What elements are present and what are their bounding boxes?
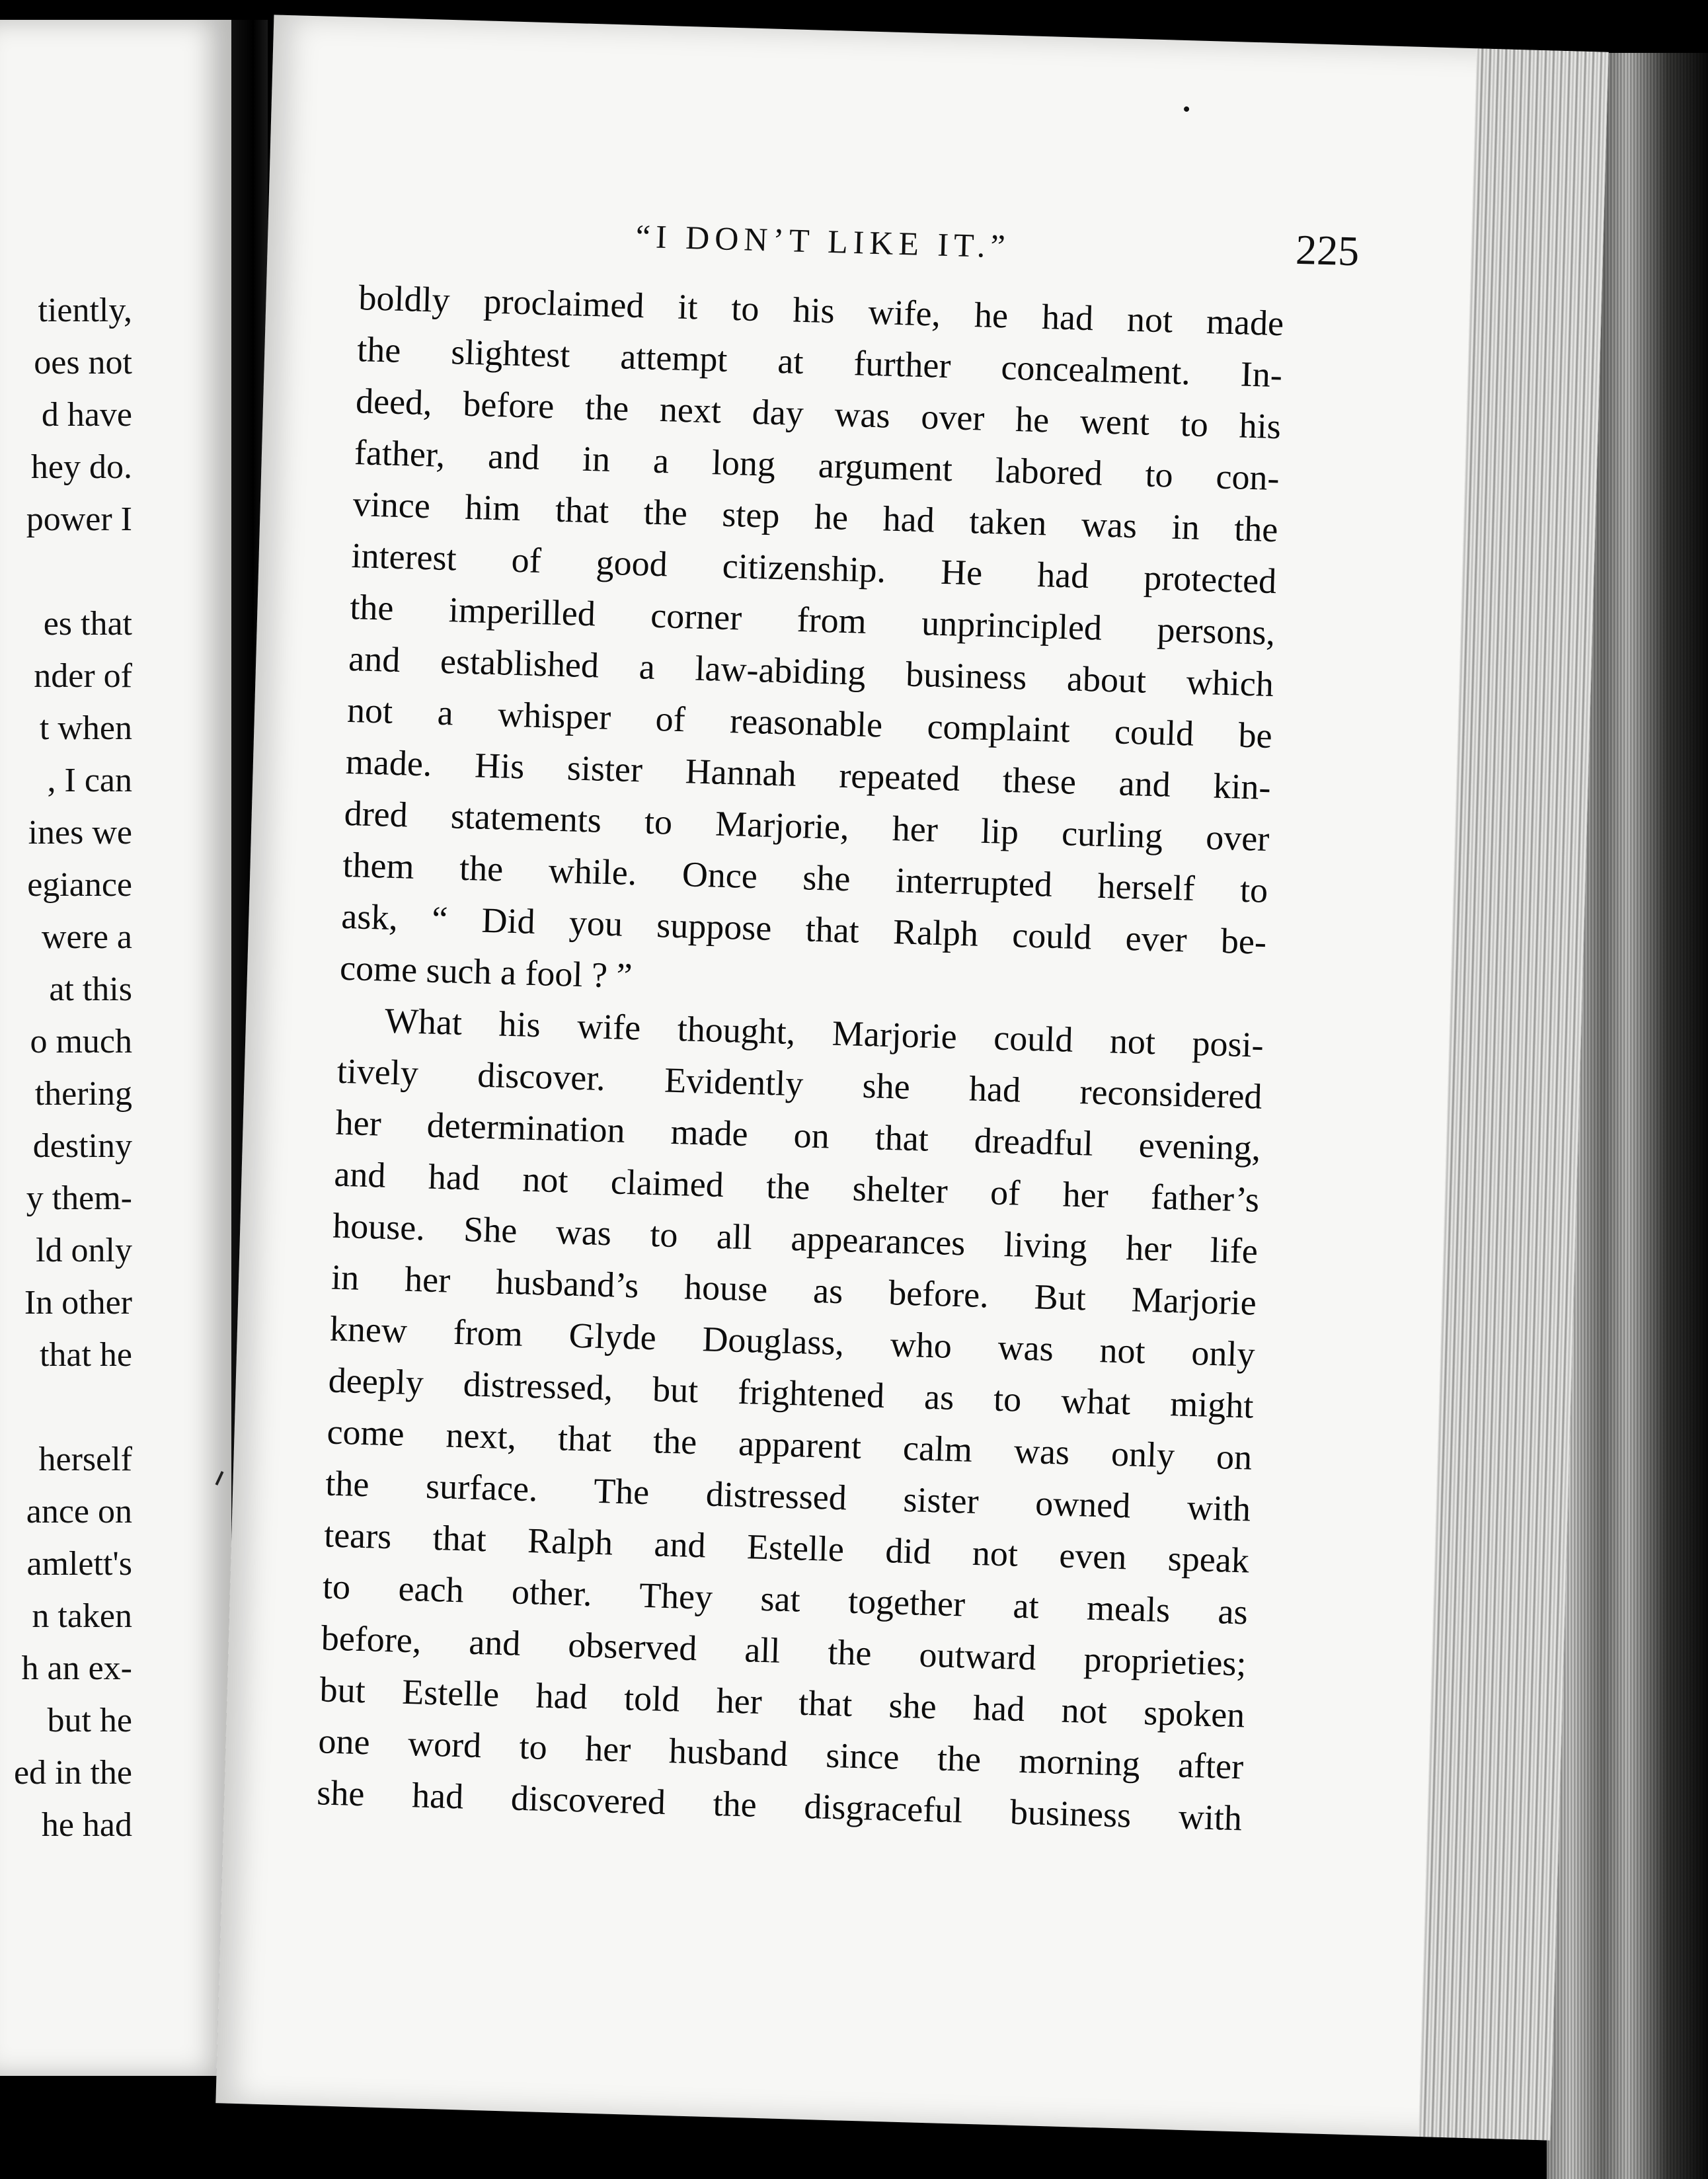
previous-page-line: ance on <box>26 1493 132 1530</box>
text-line: her determination made on that dreadful evening, <box>334 1102 1262 1168</box>
text-line: deeply distressed, but frightened as to what might <box>328 1360 1255 1426</box>
text-line: come such a fool ? ” <box>339 947 633 996</box>
previous-page-line: but he <box>47 1702 132 1739</box>
text-line: before, and observed all the outward proprieties; <box>321 1618 1247 1684</box>
previous-page-line: t when <box>39 709 132 747</box>
text-line: not a whisper of reasonable complaint could be <box>346 690 1273 756</box>
text-line: father, and in a long argument labored to con- <box>354 432 1280 498</box>
previous-page-line: hey do. <box>30 448 132 486</box>
ink-speck <box>1184 106 1189 112</box>
page-number: 225 <box>1295 225 1360 275</box>
text-line: house. She was to all appearances living her life <box>332 1205 1259 1271</box>
previous-page-line: at this <box>49 971 132 1008</box>
previous-page-line: amlett's <box>26 1545 132 1583</box>
previous-page-line: tiently, <box>38 292 132 329</box>
previous-page-line: power I <box>26 500 132 538</box>
text-line: vince him that the step he had taken was in the <box>352 484 1279 550</box>
text-line: the slightest attempt at further concealment. In- <box>356 329 1283 395</box>
previous-page-line: herself <box>38 1441 132 1478</box>
text-line: but Estelle had told her that she had not spoken <box>319 1669 1246 1735</box>
previous-page-line: were a <box>41 918 132 956</box>
text-line: dred statements to Marjorie, her lip curling over <box>344 793 1270 859</box>
previous-page-line: In other <box>24 1284 132 1322</box>
previous-page-line: thering <box>34 1075 132 1113</box>
text-line: to each other. They sat together at meals as <box>322 1566 1249 1632</box>
previous-page-line: y them- <box>26 1179 132 1217</box>
previous-page-line: ed in the <box>13 1754 132 1792</box>
text-line: the surface. The distressed sister owned with <box>325 1463 1251 1529</box>
text-line: the imperilled corner from unprincipled persons, <box>349 586 1276 653</box>
text-line: she had discovered the disgraceful business with <box>316 1772 1243 1839</box>
previous-page-line: destiny <box>32 1127 132 1165</box>
text-line: and had not claimed the shelter of her father’s <box>333 1154 1260 1220</box>
previous-page-line: oes not <box>34 344 132 381</box>
running-head: “I DON’T LIKE IT.” <box>635 217 1011 265</box>
text-line: made. His sister Hannah repeated these and kin- <box>345 741 1272 807</box>
previous-page-line: he had <box>41 1806 132 1844</box>
text-line: tively discover. Evidently she had reconsidered <box>336 1050 1263 1117</box>
text-line: knew from Glyde Douglass, who was not only <box>329 1308 1256 1374</box>
previous-page-line: es that <box>43 605 132 643</box>
previous-page-line: ld only <box>36 1232 132 1269</box>
paragraph-2 <box>316 994 1264 1844</box>
previous-page-line: nder of <box>34 657 132 695</box>
text-line: come next, that the apparent calm was only on <box>326 1411 1253 1478</box>
previous-page-line: that he <box>39 1336 132 1374</box>
text-line: deed, before the next day was over he went to his <box>355 381 1282 447</box>
previous-page-line: ines we <box>28 814 132 852</box>
page-body <box>316 272 1284 1844</box>
paragraph-1 <box>339 272 1284 1019</box>
current-page <box>215 15 1608 2140</box>
text-line: in her husband’s house as before. But Marjorie <box>330 1257 1257 1323</box>
previous-page <box>0 20 234 2076</box>
text-line: and established a law-abiding business about which <box>348 638 1274 705</box>
previous-page-line: o much <box>30 1023 132 1060</box>
text-line: one word to her husband since the morning after <box>317 1721 1244 1787</box>
text-line: What his wife thought, Marjorie could not posi- <box>384 1000 1264 1065</box>
text-line: them the while. Once she interrupted herself to <box>342 844 1268 910</box>
previous-page-line: egiance <box>27 866 132 904</box>
previous-page-line: h an ex- <box>21 1649 132 1687</box>
text-line: interest of good citizenship. He had protected <box>350 535 1278 602</box>
text-line: tears that Ralph and Estelle did not even speak <box>323 1515 1250 1581</box>
text-line: ask, “ Did you suppose that Ralph could ever be- <box>340 896 1267 962</box>
text-line: boldly proclaimed it to his wife, he had not made <box>358 278 1284 344</box>
previous-page-line: d have <box>41 396 132 434</box>
previous-page-line: n taken <box>32 1597 132 1635</box>
previous-page-line: , I can <box>47 762 132 799</box>
